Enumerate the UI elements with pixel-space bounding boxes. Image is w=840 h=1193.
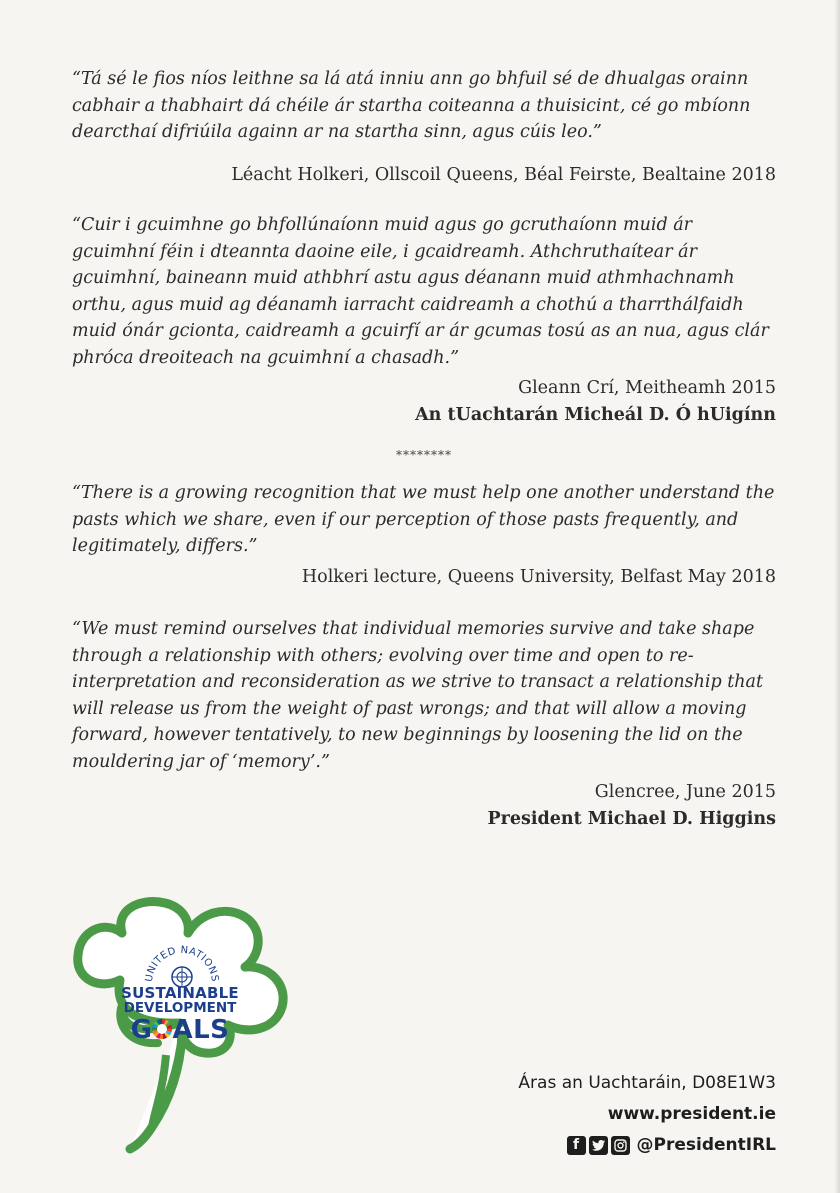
- section-separator: ********: [396, 448, 452, 462]
- english-quote-1: “There is a growing recognition that we must help one another understand the pasts which we share, even if our perception of those pasts frequently, and legitimately, differs.”: [72, 483, 775, 556]
- contact-block: [518, 1068, 776, 1161]
- page-edge: [834, 0, 840, 1193]
- sdg-line-goals: [60, 1016, 300, 1044]
- sdg-color-wheel-icon: [152, 1019, 172, 1039]
- twitter-icon[interactable]: [589, 1136, 608, 1155]
- goals-als: ALS: [172, 1015, 230, 1045]
- irish-attribution-1: Léacht Holkeri, Ollscoil Queens, Béal Feirste, Bealtaine 2018: [231, 164, 776, 185]
- social-row: [518, 1130, 776, 1161]
- address: Áras an Uachtaráin, D08E1W3: [518, 1073, 776, 1093]
- sdg-line-sustainable: SUSTAINABLE: [121, 984, 239, 1002]
- instagram-icon[interactable]: [611, 1136, 630, 1155]
- social-handle[interactable]: @PresidentIRL: [636, 1135, 776, 1155]
- irish-attribution-2: Gleann Crí, Meitheamh 2015: [518, 378, 776, 398]
- website-link[interactable]: www.president.ie: [607, 1104, 776, 1124]
- english-president-name: President Michael D. Higgins: [487, 808, 776, 829]
- irish-quote-2: “Cuir i gcuimhne go bhfollúnaíonn muid agus go gcruthaíonn muid ár gcuimhní féin i dteannta daoine eile, i gcaidreamh. Athchruthaítear ár gcuimhní, baineann muid athbhrí astu agus déanann muid athmhachnamh orthu, agus muid ag déanamh iarracht caidreamh a chothú a tharrthálfaidh muid ónár gcionta, caidreamh a gcuirfí ar ár gcumas tosú as an nua, agus clár phróca dreoiteach na gcuimhní a chasadh.”: [72, 215, 769, 368]
- quotes-content: [72, 66, 776, 832]
- irish-president-name: An tUachtarán Micheál D. Ó hUigínn: [415, 404, 776, 425]
- un-arc-text: UNITED NATIONS: [143, 944, 221, 983]
- sdg-wordmark: [60, 985, 300, 1044]
- english-attribution-1: Holkeri lecture, Queens University, Belfast May 2018: [301, 566, 776, 587]
- sdg-line-development: DEVELOPMENT: [123, 1000, 237, 1016]
- irish-quote-1: “Tá sé le fios níos leithne sa lá atá inniu ann go bhfuil sé de dhualgas orainn cabhair a thabhairt dá chéile ár startha coiteanna a thuisicint, cé go mbíonn dearcthaí difriúila againn ar na startha sinn, agus cúis leo.”: [72, 69, 751, 142]
- facebook-icon[interactable]: f: [567, 1136, 586, 1155]
- english-attribution-2: Glencree, June 2015: [594, 782, 776, 802]
- english-quote-2: “We must remind ourselves that individual memories survive and take shape through a relationship with others; evolving over time and open to re-interpretation and reconsideration as we strive to transact a relationship that will release us from the weight of past wrongs; and that will allow a moving forward, however tentatively, to new beginnings by loosening the lid on the mouldering jar of ‘memory’.”: [72, 619, 764, 772]
- goals-g: G: [130, 1015, 153, 1045]
